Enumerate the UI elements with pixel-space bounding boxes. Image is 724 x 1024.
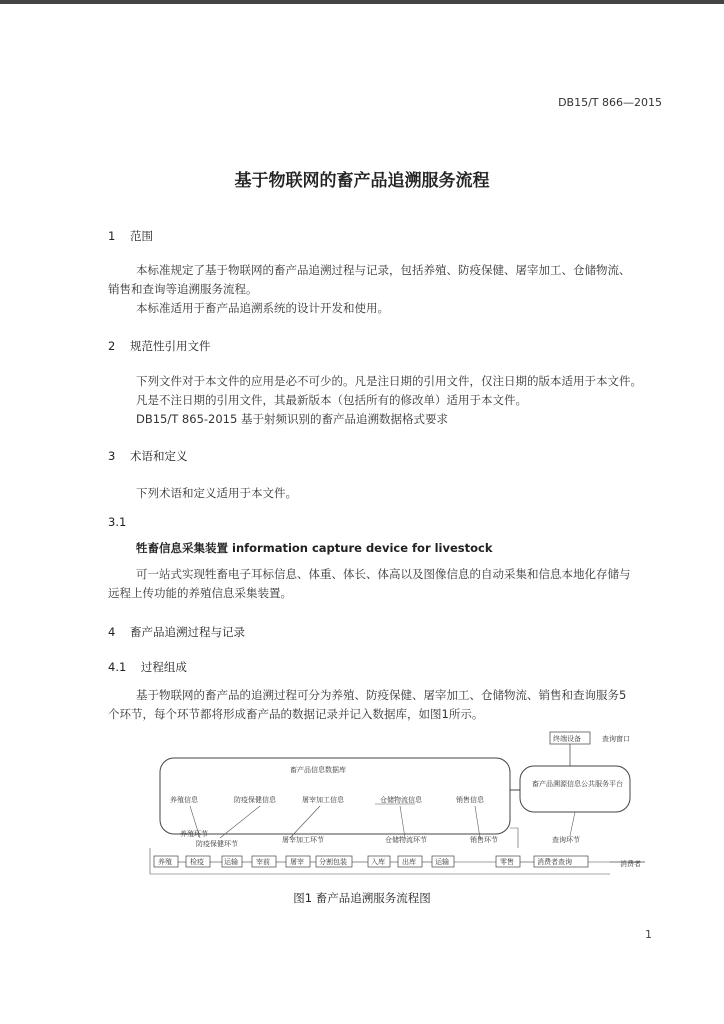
figure-caption: 图1 畜产品追溯服务流程图 [293,891,431,905]
info-label: 销售信息 [456,796,484,804]
flow-box-label: 屠宰 [290,858,304,866]
stage-label: 防疫保健环节 [196,840,238,848]
flow-box-label: 入库 [371,858,385,866]
info-label: 屠宰加工信息 [302,796,344,804]
paragraph: 下列术语和定义适用于本文件。 [136,486,297,500]
section-title: 范围 [129,229,153,243]
info-labels [170,795,485,804]
paragraph: 个环节，每个环节都将形成畜产品的数据记录并记入数据库，如图1所示。 [108,707,484,721]
section-number: 4 [108,625,116,639]
paragraph: 本标准适用于畜产品追溯系统的设计开发和使用。 [136,301,389,315]
clause-4-1-heading [108,659,187,675]
clause-3-1-number: 3.1 [108,515,127,529]
flow-box-label: 检疫 [190,858,204,866]
info-label: 仓储物流信息 [380,796,422,804]
standard-code: DB15/T 866—2015 [558,96,662,109]
section-number: 4.1 [108,660,127,674]
stage-labels [180,829,580,848]
section-number: 1 [108,229,116,243]
database-label: 畜产品信息数据库 [290,766,346,774]
section-1-heading [108,228,153,244]
query-window-label: 查询窗口 [602,735,630,743]
paragraph: 下列文件对于本文件的应用是必不可少的。凡是注日期的引用文件，仅注日期的版本适用于本文件。 [136,374,642,388]
paragraph: 基于物联网的畜产品的追溯过程可分为养殖、防疫保健、屠宰加工、仓储物流、销售和查询服务5 [136,688,627,702]
platform-box [520,766,630,812]
paragraph: 凡是不注日期的引用文件，其最新版本（包括所有的修改单）适用于本文件。 [136,393,527,407]
stage-label: 养殖环节 [180,830,208,838]
section-title: 畜产品追溯过程与记录 [129,625,245,639]
section-number: 2 [108,339,116,353]
platform-label: 畜产品溯源信息公共服务平台 [532,780,623,788]
paragraph: 销售和查询等追溯服务流程。 [108,282,258,296]
flowchart-figure [140,728,660,880]
flow-box-label: 宰前 [256,858,270,866]
section-number: 3 [108,449,116,463]
page-number: 1 [645,928,652,941]
section-title: 术语和定义 [129,449,188,463]
section-3-heading [108,448,187,464]
stage-label: 屠宰加工环节 [282,836,324,844]
paragraph: 本标准规定了基于物联网的畜产品追溯过程与记录，包括养殖、防疫保健、屠宰加工、仓储物流、 [136,263,631,277]
document-title: 基于物联网的畜产品追溯服务流程 [234,171,490,191]
flow-box-label: 养殖 [158,858,172,866]
info-label: 防疫保健信息 [234,796,276,804]
flow-box-label: 运输 [435,858,449,866]
section-title: 过程组成 [140,660,187,674]
section-2-heading [108,338,210,354]
flow-box-label: 零售 [500,858,514,866]
section-title: 规范性引用文件 [129,339,211,353]
stage-label: 查询环节 [552,836,580,844]
normative-reference: DB15/T 865-2015 基于射频识别的畜产品追溯数据格式要求 [136,412,448,426]
flow-boxes [154,856,588,867]
flow-box-label: 出库 [402,858,416,866]
term-entry: 牲畜信息采集装置 information capture device for livestock [136,541,493,555]
stage-label: 销售环节 [470,836,498,844]
scan-top-border [0,0,724,4]
terminal-label: 终端设备 [553,735,581,743]
flow-box-label: 消费者查询 [537,858,572,866]
flow-box-label: 运输 [224,858,238,866]
stage-label: 仓储物流环节 [385,836,427,844]
paragraph: 远程上传功能的养殖信息采集装置。 [108,586,292,600]
paragraph: 可一站式实现牲畜电子耳标信息、体重、体长、体高以及图像信息的自动采集和信息本地化存储与 [136,567,631,581]
section-4-heading [108,624,245,640]
flow-box-label: 分割包装 [319,858,347,866]
end-label: 消费者 [620,860,641,868]
info-label: 养殖信息 [170,796,198,804]
